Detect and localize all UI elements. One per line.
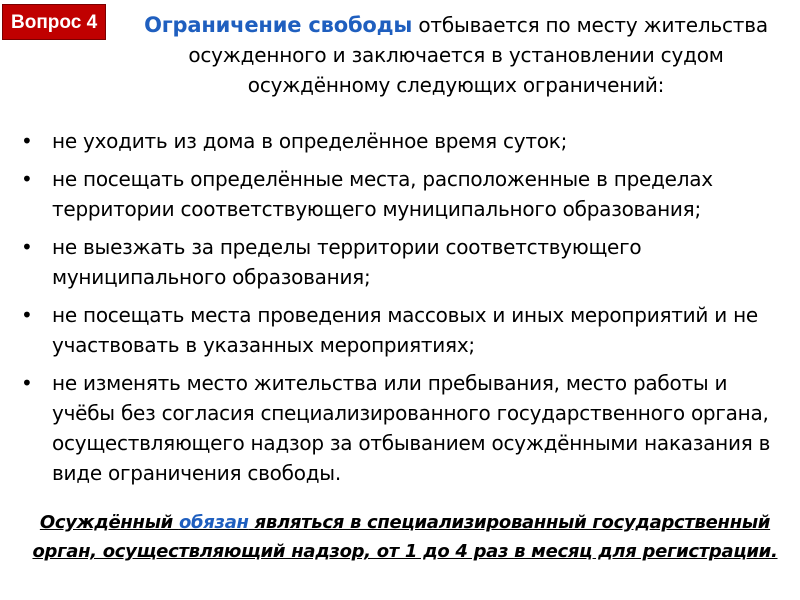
bullet-icon: • xyxy=(21,167,33,191)
bullet-icon: • xyxy=(21,129,33,153)
list-item-text: не выезжать за пределы территории соответствующего муниципального образования; xyxy=(52,235,642,289)
list-item-text: не уходить из дома в определённое время суток; xyxy=(52,129,568,153)
footer-text-end: являться в специализированный государственный орган, осуществляющий надзор, от 1 до 4 раз в месяц для регистрации. xyxy=(32,512,778,562)
list-item-text: не изменять место жительства или пребывания, место работы и учёбы без согласия специализированного государственного органа, осуществляющего надзор за отбыванием осуждёнными наказания в виде ограничения свободы. xyxy=(52,371,771,485)
list-item xyxy=(18,232,788,292)
bullet-icon: • xyxy=(21,303,33,327)
list-item xyxy=(18,368,788,488)
restrictions-list xyxy=(18,126,788,496)
list-item-text: не посещать места проведения массовых и иных мероприятий и не участвовать в указанных мероприятиях; xyxy=(52,303,758,357)
bullet-icon: • xyxy=(21,371,33,395)
list-item xyxy=(18,164,788,224)
intro-text: отбывается по месту жительства осужденного и заключается в установлении судом осуждённому следующих ограничений: xyxy=(188,13,768,97)
list-item-text: не посещать определённые места, расположенные в пределах территории соответствующего муниципального образования; xyxy=(52,167,713,221)
footer-emphasis: обязан xyxy=(178,512,249,533)
footer-text-start: Осуждённый xyxy=(39,512,179,533)
intro-highlight: Ограничение свободы xyxy=(144,13,413,37)
list-item xyxy=(18,300,788,360)
intro-paragraph xyxy=(126,10,786,100)
bullet-icon: • xyxy=(21,235,33,259)
footer-note xyxy=(20,508,790,566)
list-item xyxy=(18,126,788,156)
question-badge: Вопрос 4 xyxy=(2,4,106,40)
